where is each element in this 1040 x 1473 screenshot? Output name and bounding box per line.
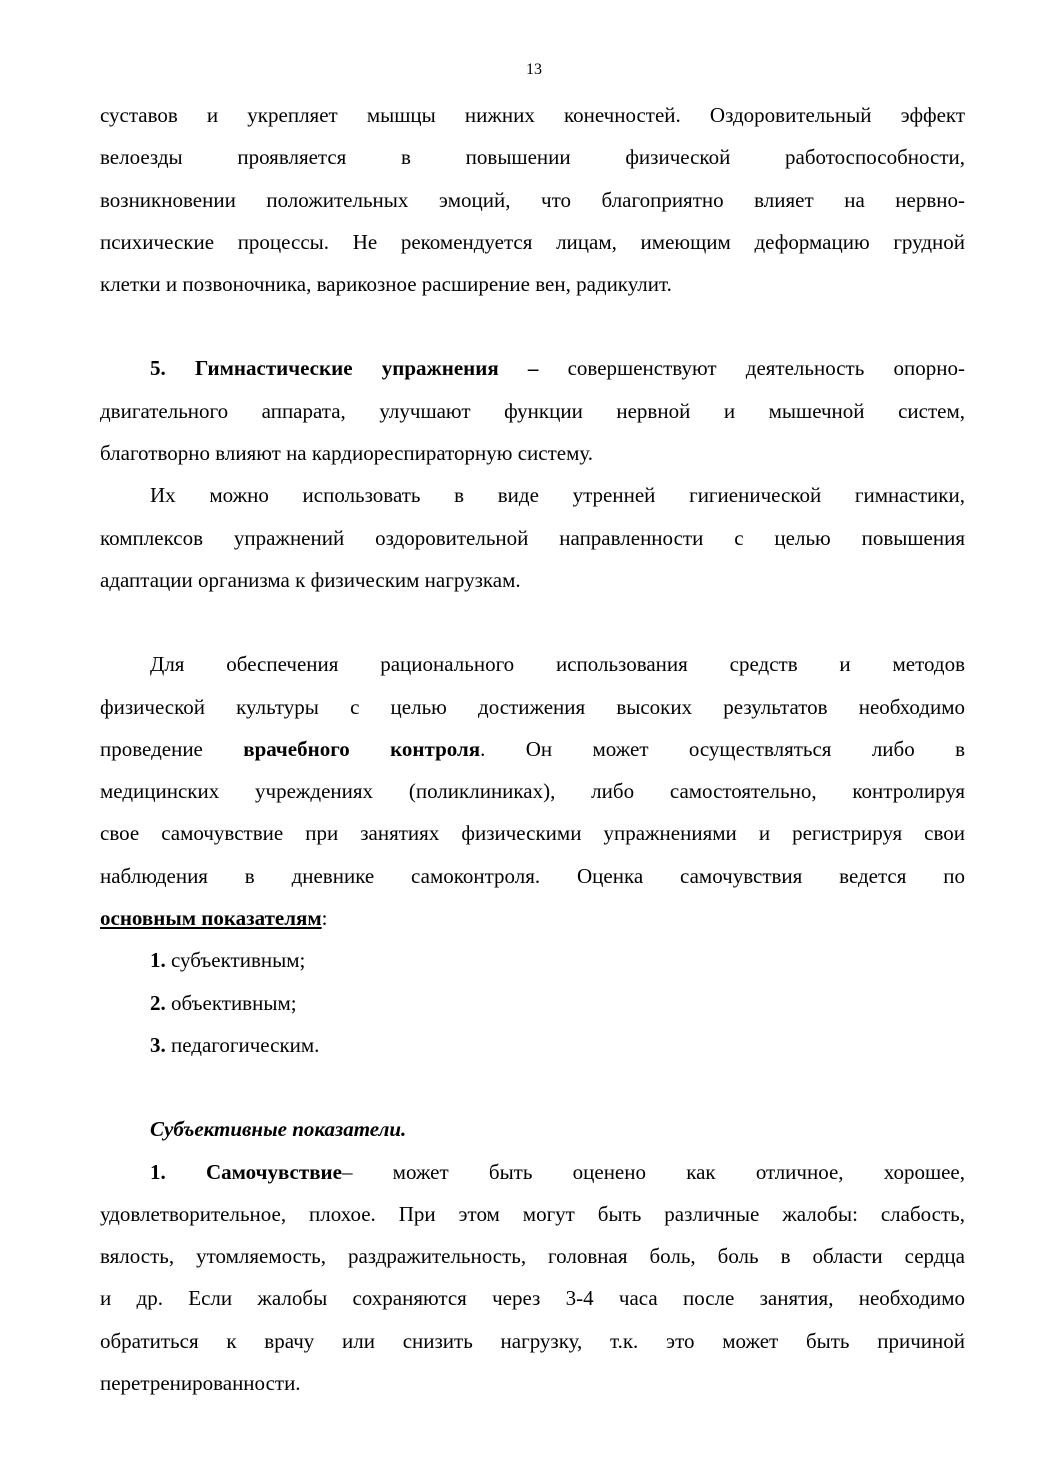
paragraph-cycling-continuation: [100, 94, 965, 305]
section-heading: Субъективные показатели.: [150, 1117, 407, 1142]
text-line: двигательного аппарата, улучшают функции нервной и мышечной систем,: [100, 398, 965, 423]
list-item: [100, 939, 965, 981]
paragraph-medical-control: [100, 643, 965, 939]
text-line: возникновении положительных эмоций, что благоприятно влияет на нервно-: [100, 187, 965, 212]
document-body: [100, 94, 965, 1404]
text-span: . Он может осуществляться либо в: [480, 736, 966, 761]
text-line: удовлетворительное, плохое. При этом могут быть различные жалобы: слабость,: [100, 1201, 965, 1226]
paragraph-gap: [100, 305, 965, 347]
text-line: комплексов упражнений оздоровительной направленности с целью повышения: [100, 525, 965, 550]
text-line: перетренированности.: [100, 1371, 301, 1396]
text-line: [100, 347, 965, 389]
text-span: – может быть оценено как отличное, хорошее,: [341, 1159, 966, 1184]
gymnastics-title: Гимнастические упражнения –: [194, 356, 539, 381]
list-number: 3.: [150, 1032, 166, 1057]
text-line: адаптации организма к физическим нагрузкам.: [100, 567, 521, 592]
text-line: суставов и укрепляет мышцы нижних конечностей. Оздоровительный эффект: [100, 103, 965, 127]
text-line: клетки и позвоночника, варикозное расширение вен, радикулит.: [100, 272, 672, 297]
page-number: 13: [526, 61, 542, 78]
text-line: свое самочувствие при занятиях физическими упражнениями и регистрируя свои: [100, 821, 965, 846]
text-line: и др. Если жалобы сохраняются через 3-4 часа после занятия, необходимо: [100, 1286, 965, 1311]
gymnastics-number: 5.: [150, 356, 166, 381]
item-number: 1.: [150, 1159, 166, 1184]
text-line: вялость, утомляемость, раздражительность, головная боль, боль в области сердца: [100, 1244, 965, 1269]
list-number: 2.: [150, 990, 166, 1015]
text-line: обратиться к врачу или снизить нагрузку, т.к. это может быть причиной: [100, 1328, 965, 1353]
text-line: благотворно влияют на кардиореспираторную систему.: [100, 441, 594, 466]
main-indicators-term: основным показателям: [100, 906, 322, 931]
list-item: [100, 1024, 965, 1066]
text-line: Их можно использовать в виде утренней гигиенической гимнастики,: [150, 483, 965, 508]
indicators-list: [100, 939, 965, 1066]
gymnastics-text: совершенствуют деятельность опорно-: [538, 356, 965, 381]
list-text: объективным;: [165, 990, 297, 1015]
text-line: физической культуры с целью достижения высоких результатов необходимо: [100, 694, 965, 719]
list-text: педагогическим.: [165, 1032, 320, 1057]
paragraph-use: [100, 474, 965, 601]
medical-control-term: врачебного контроля: [243, 736, 481, 761]
paragraph-wellbeing: [100, 1151, 965, 1405]
paragraph-gap: [100, 1066, 965, 1108]
list-text: субъективным;: [165, 948, 306, 973]
text-line: велоезды проявляется в повышении физической работоспособности,: [100, 145, 965, 170]
text-line: [100, 1151, 965, 1193]
item-title: Самочувствие: [205, 1159, 342, 1184]
text-line: медицинских учреждениях (поликлиниках), либо самостоятельно, контролируя: [100, 779, 965, 804]
text-line: [100, 728, 965, 770]
text-span: :: [321, 906, 328, 931]
text-span: проведение: [100, 736, 244, 761]
text-line: [100, 897, 965, 939]
text-line: наблюдения в дневнике самоконтроля. Оценка самочувствия ведется по: [100, 863, 965, 888]
text-line: психические процессы. Не рекомендуется лицам, имеющим деформацию грудной: [100, 229, 965, 254]
paragraph-gap: [100, 601, 965, 643]
paragraph-gymnastics: [100, 347, 965, 474]
list-item: [100, 982, 965, 1024]
text-line: Для обеспечения рационального использования средств и методов: [150, 652, 965, 677]
list-number: 1.: [150, 948, 166, 973]
